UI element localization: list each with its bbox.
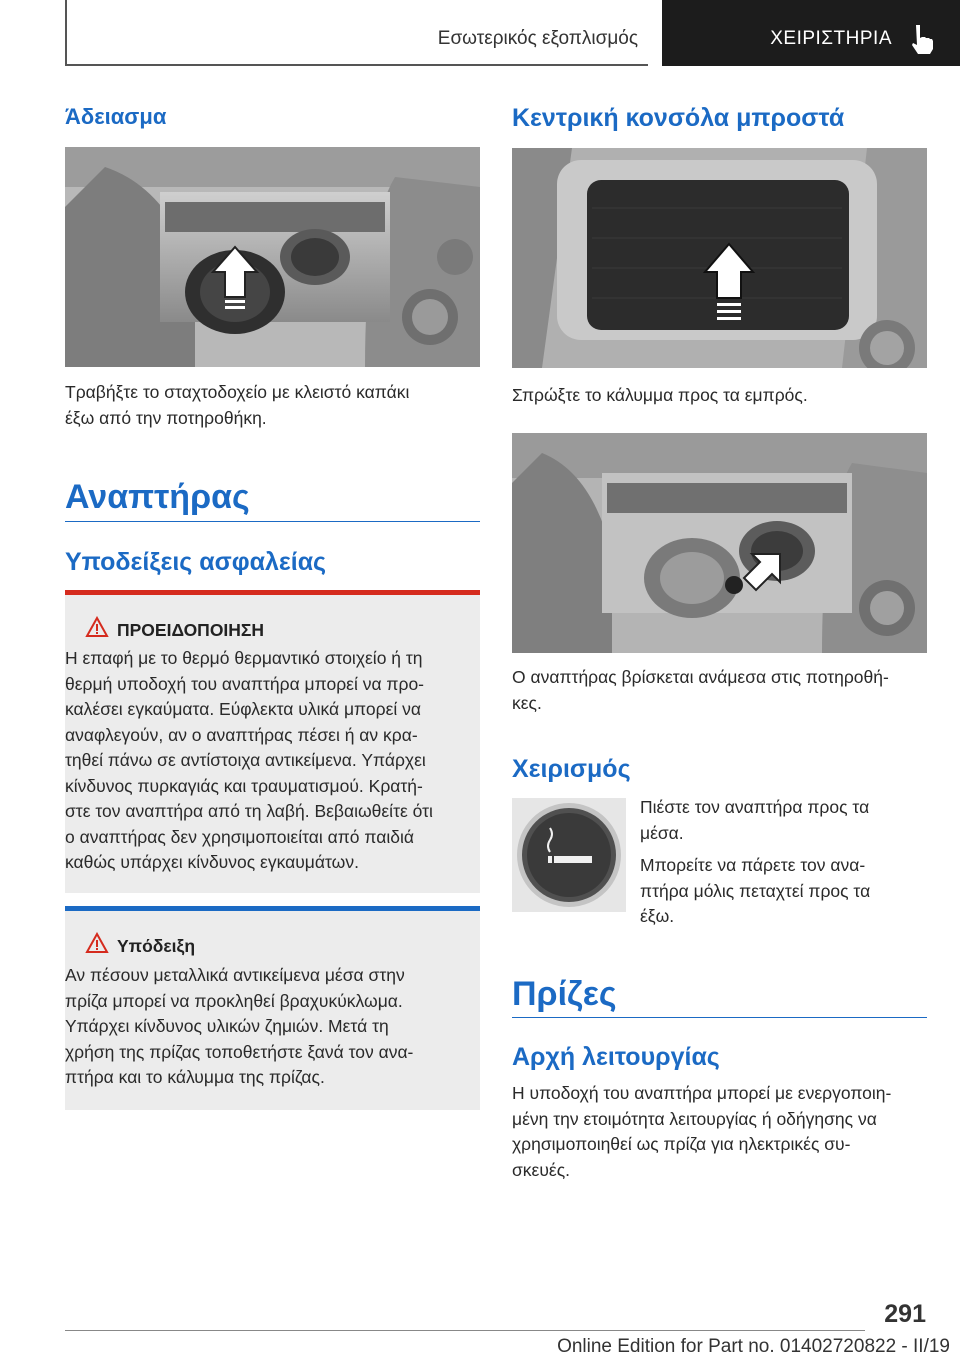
text-line: πρίζα μπορεί να προκληθεί βραχυκύκλωμα. <box>65 990 403 1011</box>
text-line: τηθεί πάνω σε αντίστοιχα αντικείμενα. Υπάρχει <box>65 750 426 770</box>
page-number: 291 <box>884 1300 926 1328</box>
text-line: σκευές. <box>512 1159 571 1180</box>
warning-bar <box>65 590 480 595</box>
notice-box <box>65 906 480 1110</box>
warning-text <box>65 646 480 876</box>
text-line: έξω. <box>640 906 675 926</box>
text-line: Η υποδοχή του αναπτήρα μπορεί με ενεργοποιη- <box>512 1083 892 1103</box>
text-line: έξω από την ποτηροθήκη. <box>65 407 267 428</box>
sockets-heading: Πρίζες <box>512 975 617 1013</box>
console-heading: Κεντρική κονσόλα μπροστά <box>512 104 845 132</box>
text-line: καθώς υπάρχει κίνδυνος εγκαυμάτων. <box>65 852 359 872</box>
console-text: Σπρώξτε το κάλυμμα προς τα εμπρός. <box>512 385 808 405</box>
text-line: χρησιμοποιηθεί ως πρίζα για ηλεκτρικές συ- <box>512 1134 851 1154</box>
heading-rule <box>512 1017 927 1018</box>
text-line: χρήση της πρίζας τοποθετήστε ξανά τον ανα- <box>65 1041 414 1062</box>
operation-heading: Χειρισμός <box>512 755 631 783</box>
emptying-text <box>65 380 480 431</box>
notice-bar <box>65 906 480 911</box>
console-cover-photo <box>512 148 927 368</box>
text-line: πτήρα και το κάλυμμα της πρίζας. <box>65 1067 325 1087</box>
text-line: Υπάρχει κίνδυνος υλικών ζημιών. Μετά τη <box>65 1016 389 1036</box>
header-underline <box>65 64 648 66</box>
notice-triangle-icon <box>85 932 109 954</box>
emptying-heading: Άδειασμα <box>65 104 167 129</box>
section-title: Εσωτερικός εξοπλισμός <box>437 28 638 49</box>
header-divider <box>65 0 67 64</box>
chapter-tab[interactable] <box>662 0 960 66</box>
text-line: θερμή υποδοχή του αναπτήρα μπορεί να προ- <box>65 673 425 694</box>
text-line: κες. <box>512 692 542 713</box>
text-line: κίνδυνος πυρκαγιάς και τραυματισμού. Κρατή- <box>65 775 423 796</box>
heading-rule <box>65 521 480 522</box>
text-line: Η επαφή με το θερμό θερμαντικό στοιχείο ή τη <box>65 648 423 668</box>
text-line: μέσα. <box>640 822 684 843</box>
lighter-button-photo <box>512 798 626 912</box>
chapter-tab-label: ΧΕΙΡΙΣΤΗΡΙΑ <box>770 28 892 49</box>
lighter-location-text <box>512 665 932 716</box>
safety-heading: Υποδείξεις ασφαλείας <box>65 548 327 576</box>
text-line: Αν πέσουν μεταλλικά αντικείμενα μέσα στην <box>65 965 405 985</box>
text-line: Μπορείτε να πάρετε τον ανα- <box>640 855 866 875</box>
footer-rule <box>65 1330 865 1331</box>
text-line: Ο αναπτήρας βρίσκεται ανάμεσα στις ποτηροθή- <box>512 667 889 687</box>
text-line: αναφλεγούν, αν ο αναπτήρας πέσει ή αν κρα- <box>65 724 418 745</box>
text-line: μένη την ετοιμότητα λειτουργίας ή οδήγησης να <box>512 1108 877 1129</box>
warning-box <box>65 590 480 893</box>
notice-title: Υπόδειξη <box>117 936 196 956</box>
principle-text <box>512 1081 937 1183</box>
notice-text <box>65 963 480 1091</box>
text-line: καλέσει εγκαύματα. Εύφλεκτα υλικά μπορεί να <box>65 699 421 719</box>
lighter-location-photo <box>512 433 927 653</box>
text-line: ο αναπτήρας δεν χρησιμοποιείται από παιδιά <box>65 826 414 847</box>
text-line: πτήρα μόλις πεταχτεί προς τα <box>640 880 871 901</box>
edition-note: Online Edition for Part no. 01402720822 - II/19 <box>557 1336 950 1357</box>
warning-title: ΠΡΟΕΙΔΟΠΟΙΗΣΗ <box>117 620 265 640</box>
pointing-hand-icon <box>904 22 938 56</box>
text-line: Πιέστε τον αναπτήρα προς τα <box>640 797 870 817</box>
text-line: στε τον αναπτήρα από τη λαβή. Βεβαιωθείτε ότι <box>65 801 433 821</box>
lighter-heading: Αναπτήρας <box>65 478 250 516</box>
text-line: Τραβήξτε το σταχτοδοχείο με κλειστό καπάκι <box>65 382 410 402</box>
principle-heading: Αρχή λειτουργίας <box>512 1043 720 1071</box>
operation-text <box>640 795 930 930</box>
ashtray-photo <box>65 147 480 367</box>
warning-triangle-icon <box>85 616 109 638</box>
